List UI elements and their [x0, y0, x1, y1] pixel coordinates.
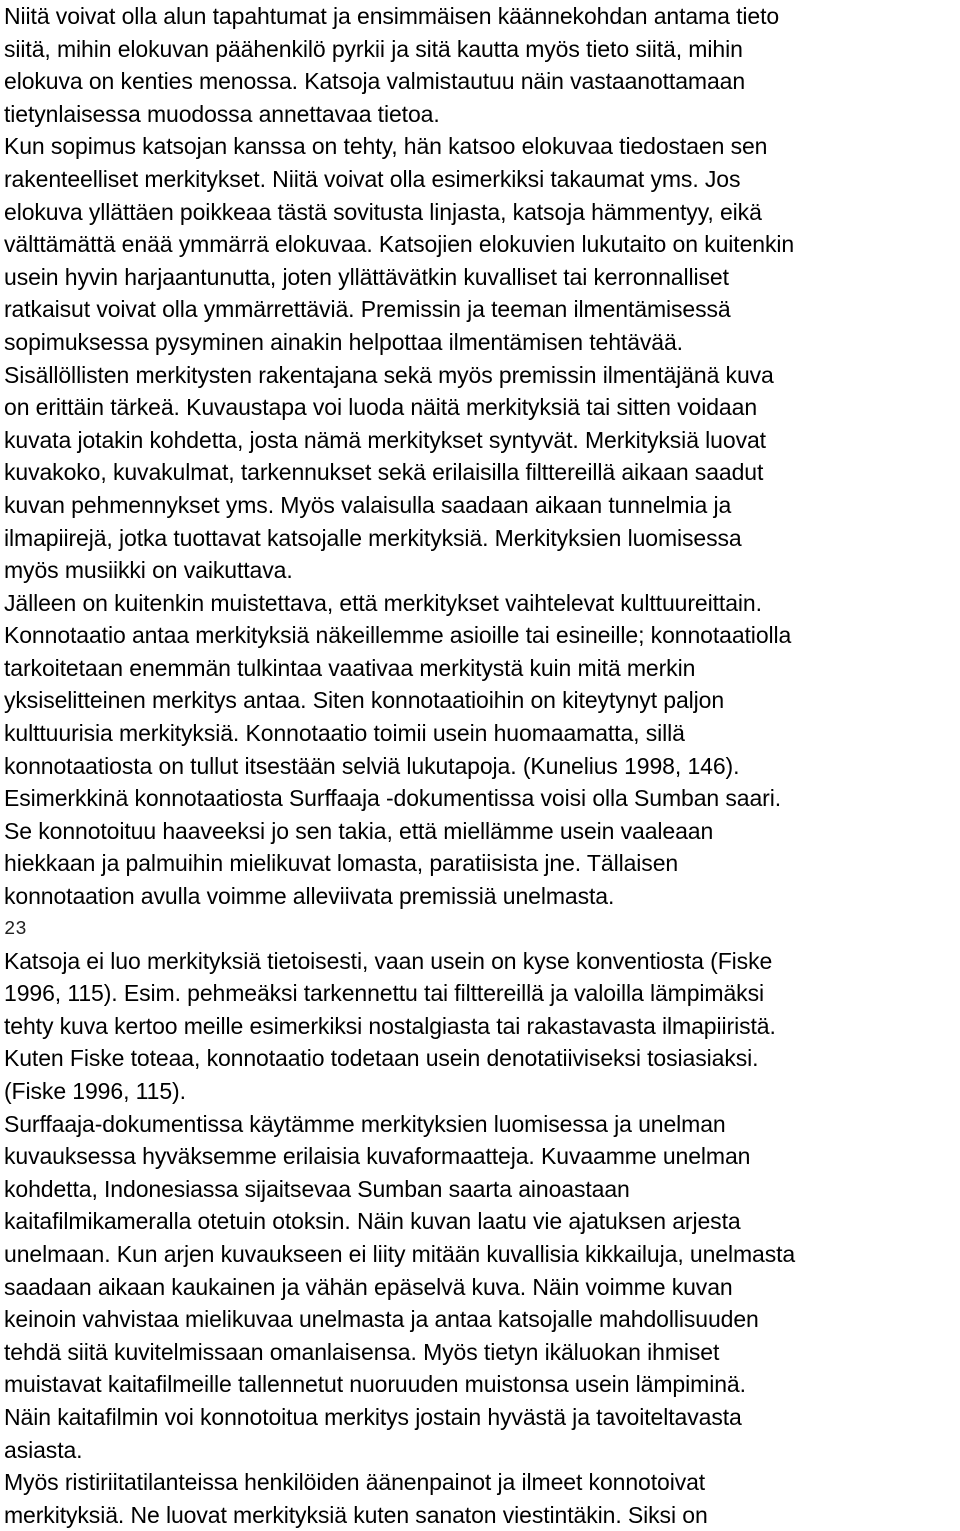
text-line: unelmaan. Kun arjen kuvaukseen ei liity mitään kuvallisia kikkailuja, unelmasta — [4, 1240, 796, 1267]
text-line: myös musiikki on vaikuttava. — [4, 557, 293, 584]
text-line: välttämättä enää ymmärrä elokuvaa. Katsojien elokuvien lukutaito on kuitenkin — [4, 231, 795, 258]
text-line: Kun sopimus katsojan kanssa on tehty, hän katsoo elokuvaa tiedostaen sen — [4, 133, 768, 160]
text-line: elokuva on kenties menossa. Katsoja valmistautuu näin vastaanottamaan — [4, 68, 746, 95]
text-line: elokuva yllättäen poikkeaa tästä sovitusta linjasta, katsoja hämmentyy, eikä — [4, 198, 762, 225]
text-line: tehdä siitä kuvitelmissaan omanlaisensa. Myös tietyn ikäluokan ihmiset — [4, 1338, 720, 1365]
text-line: keinoin vahvistaa mielikuvaa unelmasta ja antaa katsojalle mahdollisuuden — [4, 1306, 759, 1333]
text-line: merkityksiä. Ne luovat merkityksiä kuten sanaton viestintäkin. Siksi on — [4, 1501, 708, 1528]
text-line: Esimerkkinä konnotaatiosta Surffaaja -dokumentissa voisi olla Sumban saari. — [4, 785, 782, 812]
text-line: ratkaisut voivat olla ymmärrettäviä. Premissin ja teeman ilmentämisessä — [4, 296, 731, 323]
document-page — [4, 0, 958, 1531]
text-line: Surffaaja-dokumentissa käytämme merkityksien luomisessa ja unelman — [4, 1110, 726, 1137]
text-block-bottom — [4, 945, 958, 1531]
text-line: konnotaation avulla voimme alleviivata premissiä unelmasta. — [4, 883, 615, 910]
text-line: kulttuurisia merkityksiä. Konnotaatio toimii usein huomaamatta, sillä — [4, 720, 685, 747]
text-line: tehty kuva kertoo meille esimerkiksi nostalgiasta tai rakastavasta ilmapiiristä. — [4, 1012, 776, 1039]
text-line: tarkoitetaan enemmän tulkintaa vaativaa merkitystä kuin mitä merkin — [4, 654, 696, 681]
text-line: muistavat kaitafilmeille tallennetut nuoruuden muistonsa usein lämpiminä. — [4, 1371, 746, 1398]
text-line: ilmapiirejä, jotka tuottavat katsojalle merkityksiä. Merkityksien luomisessa — [4, 524, 742, 551]
text-line: Kuten Fiske toteaa, konnotaatio todetaan usein denotatiiviseksi tosiasiaksi. — [4, 1045, 759, 1072]
text-line: konnotaatiosta on tullut itsestään selviä lukutapoja. (Kunelius 1998, 146). — [4, 752, 740, 779]
page-number: 23 — [4, 917, 27, 940]
text-line: Niitä voivat olla alun tapahtumat ja ensimmäisen käännekohdan antama tieto — [4, 3, 780, 29]
text-line: sopimuksessa pysyminen ainakin helpottaa ilmentämisen tehtävää. — [4, 328, 683, 355]
text-line: tietynlaisessa muodossa annettavaa tietoa. — [4, 100, 440, 127]
text-line: yksiselitteinen merkitys antaa. Siten konnotaatioihin on kiteytynyt paljon — [4, 687, 725, 714]
text-line: (Fiske 1996, 115). — [4, 1078, 186, 1104]
text-line: Myös ristiriitatilanteissa henkilöiden äänenpainot ja ilmeet konnotoivat — [4, 1469, 706, 1496]
text-line: usein hyvin harjaantunutta, joten yllättävätkin kuvalliset tai kerronnalliset — [4, 263, 729, 290]
text-line: Jälleen on kuitenkin muistettava, että merkitykset vaihtelevat kulttuureittain. — [4, 589, 762, 616]
text-line: Näin kaitafilmin voi konnotoitua merkitys jostain hyvästä ja tavoiteltavasta — [4, 1403, 742, 1430]
text-line: kuvakoko, kuvakulmat, tarkennukset sekä erilaisilla filttereillä aikaan saadut — [4, 459, 764, 486]
text-line: kuvan pehmennykset yms. Myös valaisulla saadaan aikaan tunnelmia ja — [4, 491, 732, 518]
text-line: Se konnotoituu haaveeksi jo sen takia, että miellämme usein vaaleaan — [4, 817, 714, 844]
text-line: 1996, 115). Esim. pehmeäksi tarkennettu tai filttereillä ja valoilla lämpimäksi — [4, 980, 764, 1007]
text-line: kaitafilmikameralla otetuin otoksin. Näin kuvan laatu vie ajatuksen arjesta — [4, 1208, 741, 1235]
text-line: on erittäin tärkeä. Kuvaustapa voi luoda näitä merkityksiä tai sitten voidaan — [4, 394, 758, 421]
text-block-top — [4, 0, 958, 913]
text-line: siitä, mihin elokuvan päähenkilö pyrkii ja sitä kautta myös tieto siitä, mihin — [4, 35, 743, 62]
text-line: kuvata jotakin kohdetta, josta nämä merkitykset syntyvät. Merkityksiä luovat — [4, 426, 766, 453]
text-line: rakenteelliset merkitykset. Niitä voivat olla esimerkiksi takaumat yms. Jos — [4, 165, 741, 192]
text-line: asiasta. — [4, 1436, 83, 1463]
text-line: kuvauksessa hyväksemme erilaisia kuvaformaatteja. Kuvaamme unelman — [4, 1143, 751, 1170]
text-line: hiekkaan ja palmuihin mielikuvat lomasta, paratiisista jne. Tällaisen — [4, 850, 679, 877]
text-line: Katsoja ei luo merkityksiä tietoisesti, vaan usein on kyse konventiosta (Fiske — [4, 947, 773, 974]
text-line: saadaan aikaan kaukainen ja vähän epäselvä kuva. Näin voimme kuvan — [4, 1273, 733, 1300]
text-line: Sisällöllisten merkitysten rakentajana sekä myös premissin ilmentäjänä kuva — [4, 361, 774, 388]
text-line: kohdetta, Indonesiassa sijaitsevaa Sumban saarta ainoastaan — [4, 1175, 630, 1202]
text-line: Konnotaatio antaa merkityksiä näkeillemme asioille tai esineille; konnotaatiolla — [4, 622, 792, 649]
